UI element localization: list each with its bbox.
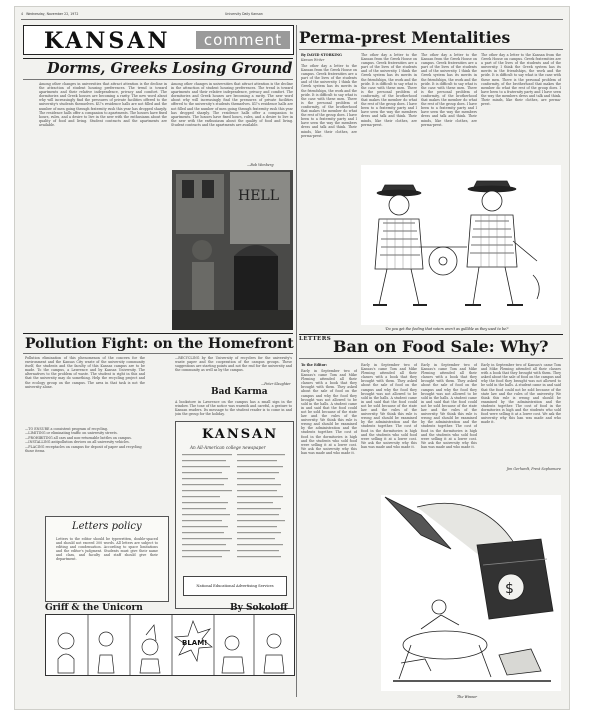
bullet-item: —LIMITING or eliminating traffic on university streets. xyxy=(25,431,118,436)
column-perma-title: Perma-prest Mentalities xyxy=(299,28,511,47)
bullet-item: —PROHIBITING all cars and non-returnable bottles on campus. xyxy=(25,435,132,440)
editorial-2-title: Pollution Fight: on the Homefront xyxy=(25,336,294,352)
newspaper-page xyxy=(14,6,570,710)
editorial-2-signature: —Peter Slaughter xyxy=(261,382,291,386)
comic-right-title: By Sokoloff xyxy=(230,603,288,613)
staff-box xyxy=(175,421,294,609)
editorial-1-title: Dorms, Greeks Losing Ground xyxy=(47,60,293,77)
editorial-2-body: Pollution elimination of this phenomenon of the concern for the environment and the Kansas City waste of the university community itself, the students and the faculty of this Kansas campus are to be made. To the campus, a Lawrence and by Kansas University. The alternatives to the problem of waste. The student is right in this and that the university may do something. Help the recycling project and the ecology group on the campus. The area in that task is not the university alone. xyxy=(25,356,145,389)
letters-body: Early in September two of Kansas's came Tom and Mike Fleming attended all their classes with a book that they brought with them. They asked about the sale of food on the campus and why the food they brought was not allowed to be sold in the halls. A student came in and said that the food could not be sold because of the state law and the rules of the university. We think this rule is wrong and should be examined by the administration and the students together. The cost of food in the dormitories is high and the students who sold food were selling it at a lower cost. We ask the university why this ban was made and who made it. xyxy=(301,369,357,455)
winner-cartoon-caption: The Winner xyxy=(457,695,478,699)
masthead-section: comment xyxy=(196,31,290,49)
campus-photo xyxy=(172,170,293,330)
header-paper: University Daily Kansan xyxy=(225,12,263,16)
winner-cartoon-graphic xyxy=(381,495,561,691)
letters-policy-title: Letters policy xyxy=(72,521,142,532)
editorial-1-signature: —Bob Wenberg xyxy=(247,163,274,167)
letters-body-3: Early in September two of Kansas's came Tom and Mike Fleming attended all their classes with a book that they brought with them. They asked about the sale of food on the campus and why the food they brought was not allowed to be sold in the halls. A student came in and said that the food could not be sold because of the state law and the rules of the university. We think this rule is wrong and should be examined by the administration and the students together. The cost of food in the dormitories is high and the students who sold food were selling it at a lower cost. We ask the university why this ban was made and who made it. xyxy=(421,363,477,449)
editorial-2-body-b: —RECYCLING by the University of recyclers for the university's waste paper and the cooperation of the campus groups. These suggestions are starting points and not the end for the university and the community as well as by the campus. xyxy=(175,356,292,373)
header-rule xyxy=(21,19,563,20)
rule xyxy=(23,333,293,334)
rule xyxy=(23,79,293,80)
rule xyxy=(23,58,293,59)
letters-title: Ban on Food Sale: Why? xyxy=(333,337,549,356)
letters-salutation: To the Editor: xyxy=(301,363,328,367)
political-cartoon xyxy=(361,165,561,325)
letters-signature: Jim Gerhardt, Prest Sophomore xyxy=(506,467,561,471)
running-header: 4 Wednesday, November 22, 1972 xyxy=(21,12,79,16)
column-perma-byline-role: Kansan Writer xyxy=(301,58,325,62)
ad-rep-box: National Educational Advertising Services xyxy=(183,576,287,596)
page-number: 4 xyxy=(21,12,24,16)
letters-policy-body: Letters to the editor should be typewritten, double-spaced and should not exceed 300 words. All letters are subject to editing and condensation. According to space limitations and the editor's judgment. Students must give their name and class, and faculty and staff should give their department. xyxy=(56,537,158,562)
comic-strip-graphic xyxy=(46,615,294,675)
photo-graphic xyxy=(172,170,293,330)
rule xyxy=(299,358,563,359)
winner-cartoon xyxy=(381,495,561,691)
comic-strip xyxy=(45,614,295,676)
column-perma-body-2: The other day a letter to the Kansan from the Greek House on campus. Greek fraternities are a part of the lives of the students and of the university. I think the Greek system has its merits in the friendships, the work and the pride. It is difficult to say what is the case with these men. There is the personal problem of conformity, of the brotherhood that makes the member do what the rest of the group does. I have been to a fraternity party and I have seen the way the members dress and talk and think. Their minds, like their clothes, are perma-prest. xyxy=(361,53,417,127)
rule xyxy=(299,49,563,50)
political-cartoon-caption: 'Do you get the feeling that voters aren't as gullible as they used to be?' xyxy=(385,327,509,331)
staff-list-graphic xyxy=(182,454,287,566)
rule xyxy=(23,353,293,354)
column-perma-body: The other day a letter to the Kansan from the Greek House on campus. Greek fraternities are a part of the lives of the students and of the university. I think the Greek system has its merits in the friendships, the work and the pride. It is difficult to say what is the case with these men. There is the personal problem of conformity, of the brotherhood that makes the member do what the rest of the group does. I have been to a fraternity party and I have seen the way the members dress and talk and think. Their minds, like their clothes, are perma-prest. xyxy=(301,64,357,138)
column-perma-body-4: The other day a letter to the Kansan from the Greek House on campus. Greek fraternities are a part of the lives of the students and of the university. I think the Greek system has its merits in the friendships, the work and the pride. It is difficult to say what is the case with these men. There is the personal problem of conformity, of the brotherhood that makes the member do what the rest of the group does. I have been to a fraternity party and I have seen the way the members dress and talk and think. Their minds, like their clothes, are perma-prest. xyxy=(481,53,561,107)
editorial-2-bullets xyxy=(25,427,145,453)
comic-left-title: Griff & the Unicorn xyxy=(45,603,143,613)
column-divider xyxy=(296,25,297,697)
letters-body-4: Early in September two of Kansas's came Tom and Mike Fleming attended all their classes with a book that they brought with them. They asked about the sale of food on the campus and why the food they brought was not allowed to be sold in the halls. A student came in and said that the food could not be sold because of the state law and the rules of the university. We think this rule is wrong and should be examined by the administration and the students together. The cost of food in the dormitories is high and the students who sold food were selling it at a lower cost. We ask the university why this ban was made and who made it. xyxy=(481,363,561,425)
bad-karma-body: A bookstore in Lawrence on the campus has a small sign in the window. The tone of the notice was warmth and careful, a gesture to Kansan readers. Its message to the student reader is to come in and join the group for the holiday. xyxy=(175,400,292,417)
letters-body-2: Early in September two of Kansas's came Tom and Mike Fleming attended all their classes with a book that they brought with them. They asked about the sale of food on the campus and why the food they brought was not allowed to be sold in the halls. A student came in and said that the food could not be sold because of the state law and the rules of the university. We think this rule is wrong and should be examined by the administration and the students together. The cost of food in the dormitories is high and the students who sold food were selling it at a lower cost. We ask the university why this ban was made and who made it. xyxy=(361,363,417,449)
rule xyxy=(299,334,563,335)
svg-text:$: $ xyxy=(505,581,514,597)
bullet-item: —PLACING receptacles on campus for deposit of paper and recycling those items. xyxy=(25,444,142,454)
column-perma-body-3: The other day a letter to the Kansan from the Greek House on campus. Greek fraternities are a part of the lives of the students and of the university. I think the Greek system has its merits in the friendships, the work and the pride. It is difficult to say what is the case with these men. There is the personal problem of conformity, of the brotherhood that makes the member do what the rest of the group does. I have been to a fraternity party and I have seen the way the members dress and talk and think. Their minds, like their clothes, are perma-prest. xyxy=(421,53,477,127)
header-day: Wednesday xyxy=(26,12,45,16)
political-cartoon-graphic xyxy=(361,165,561,325)
column-perma-byline: By DAVID STORKING xyxy=(301,53,342,57)
masthead-name: KANSAN xyxy=(44,28,171,54)
header-date: November 22, 1972 xyxy=(46,12,79,16)
staff-box-name: KANSAN xyxy=(202,427,279,442)
editorial-1-body-cont: Among other changes in universities that attract attention is the decline in the attraction of student housing preferences. The trend is toward apartments and their relative independence, privacy and comfort. The dormitories and Greek houses are becoming a rarity. The new word about why will increasingly find the pressures of private facilities offered to the university's students themselves. KU's residence halls are not filled and the number of men going through fraternity rush this year has dropped sharply. The residence halls offer a companion to apartments. The houses have fixed hours, rules, and a desire to live in the new with the enthusiasm about the quality of food and living. Student contracts and the apartments are available. xyxy=(171,82,293,127)
masthead-box xyxy=(23,25,294,55)
staff-box-tagline: An All-American college newspaper xyxy=(190,445,266,450)
bullet-item: —INSTALLING antipollution devices on all university vehicles. xyxy=(25,440,130,445)
comic-sound-effect: BLAM! xyxy=(182,639,208,647)
letters-label: LETTERS xyxy=(299,336,332,342)
bad-karma-title: Bad Karma xyxy=(211,387,268,397)
letters-policy-box xyxy=(45,516,169,602)
editorial-1-body: Among other changes in universities that attract attention is the decline in the attraction of student housing preferences. The trend is toward apartments and their relative independence, privacy and comfort. The dormitories and Greek houses are becoming a rarity. The new word about why will increasingly find the pressures of private facilities offered to the university's students themselves. KU's residence halls are not filled and the number of men going through fraternity rush this year has dropped sharply. The residence halls offer a companion to apartments. The houses have fixed hours, rules, and a desire to live in the new with the enthusiasm about the quality of food and living. Student contracts and the apartments are available. xyxy=(39,82,167,127)
svg-text:HELL: HELL xyxy=(238,188,280,204)
bullet-item: —TO ENSURE a consistent program of recycling. xyxy=(25,427,108,431)
